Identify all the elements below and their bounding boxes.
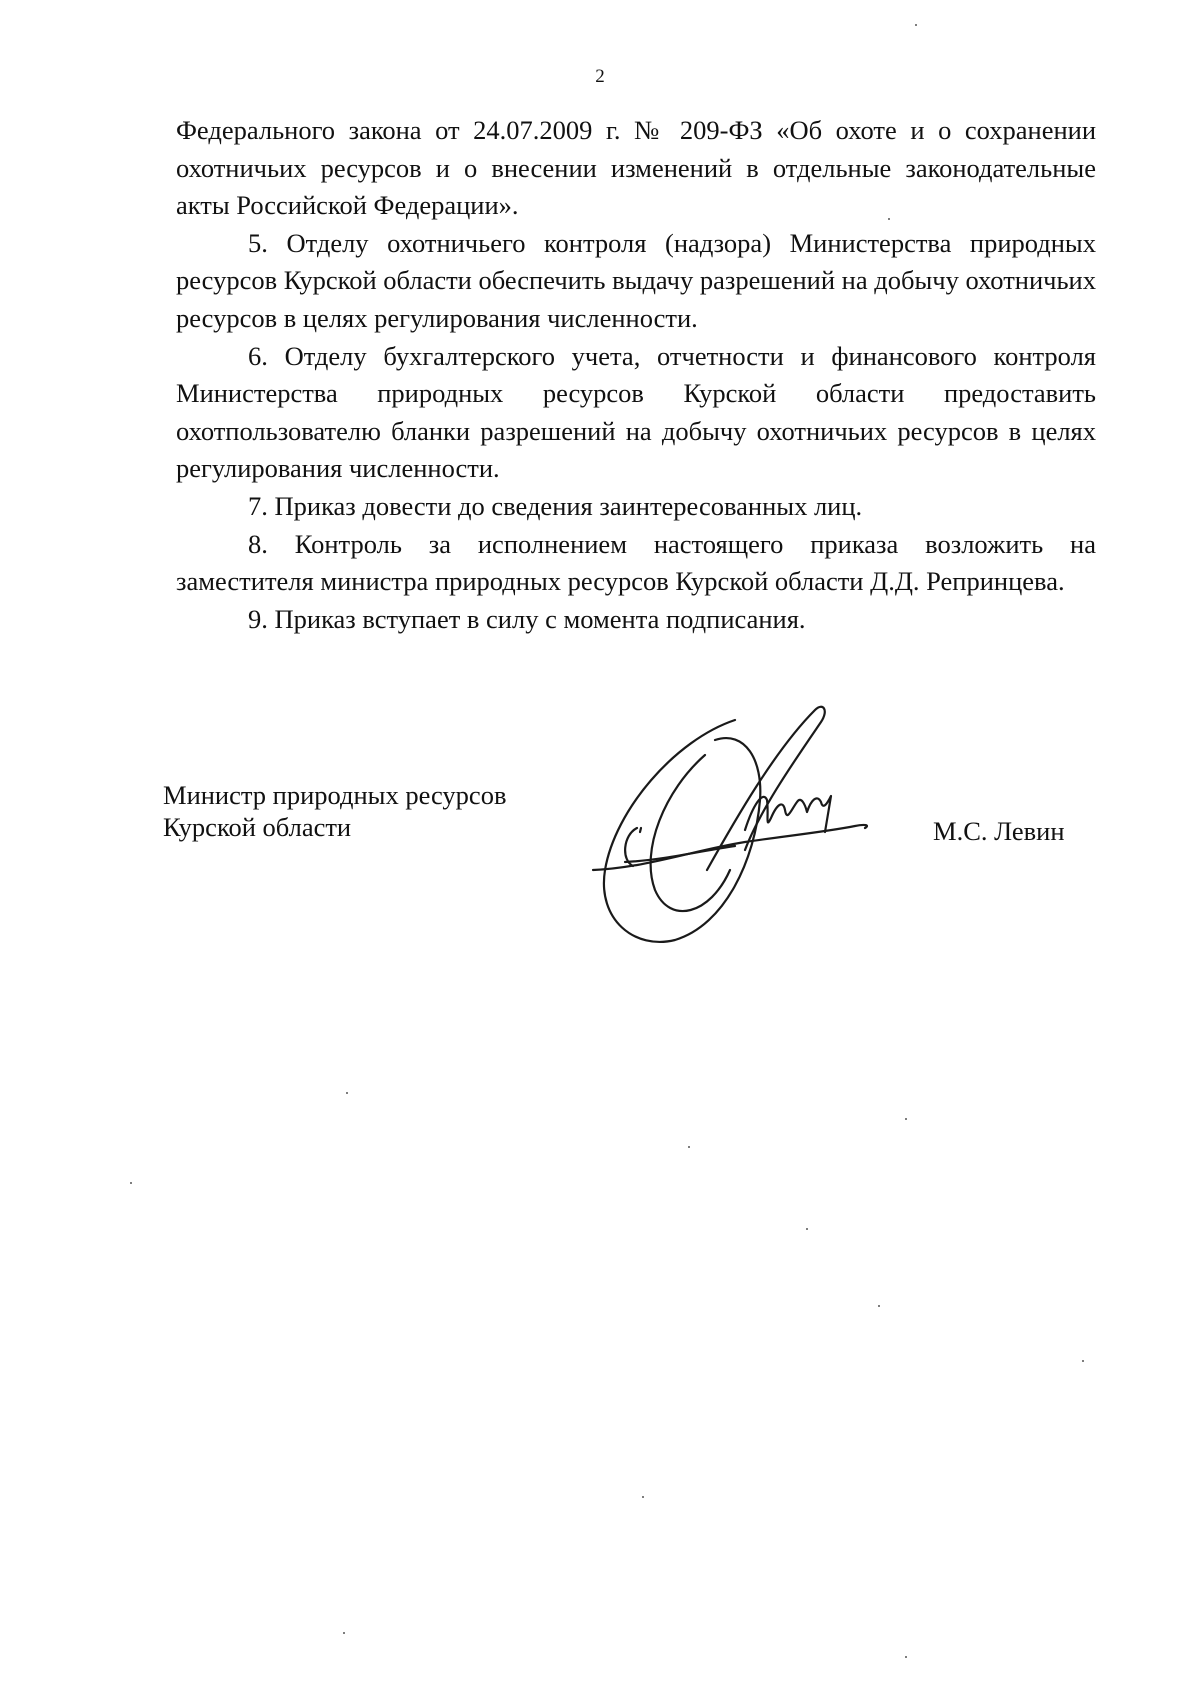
paragraph-item-7: 7. Приказ довести до сведения заинтересованных лиц. (248, 490, 863, 521)
paragraph-item-8: 8. Контроль за исполнением настоящего приказа возложить на заместителя министра природных ресурсов Курской области Д.Д. Репринцева. (176, 528, 1096, 597)
handwritten-signature (585, 700, 895, 960)
signatory-title (163, 779, 506, 843)
document-body (176, 112, 1096, 638)
paragraph-item-6: 6. Отделу бухгалтерского учета, отчетности и финансового контроля Министерства природных ресурсов Курской области предоставить охотпользователю бланки разрешений на добычу охотничьих ресурсов в целях регулирования численности. (176, 340, 1096, 484)
scan-speck (642, 1496, 644, 1498)
scan-speck (905, 1118, 907, 1120)
paragraph-item-9: 9. Приказ вступает в силу с момента подписания. (248, 603, 806, 634)
signatory-title-line-2: Курской области (163, 812, 352, 842)
scan-speck (688, 1146, 690, 1148)
scan-speck (806, 1228, 808, 1230)
scan-speck (915, 24, 917, 26)
page-number: 2 (595, 66, 605, 87)
paragraph-item-5: 5. Отделу охотничьего контроля (надзора) Министерства природных ресурсов Курской области обеспечить выдачу разрешений на добычу охотничьих ресурсов в целях регулирования численности. (176, 227, 1096, 333)
signatory-name: М.С. Левин (933, 816, 1065, 846)
paragraph-continuation: Федерального закона от 24.07.2009 г. № 209-ФЗ «Об охоте и о сохранении охотничьих ресурсов и о внесении изменений в отдельные законодательные акты Российской Федерации». (176, 115, 1096, 221)
scan-speck (130, 1182, 132, 1184)
scan-speck (888, 218, 890, 220)
scan-speck (905, 1656, 907, 1658)
scan-speck (346, 1092, 348, 1094)
scan-speck (878, 1305, 880, 1307)
scan-speck (343, 1632, 345, 1634)
scan-speck (1082, 1360, 1084, 1362)
signatory-title-line-1: Министр природных ресурсов (163, 780, 507, 810)
